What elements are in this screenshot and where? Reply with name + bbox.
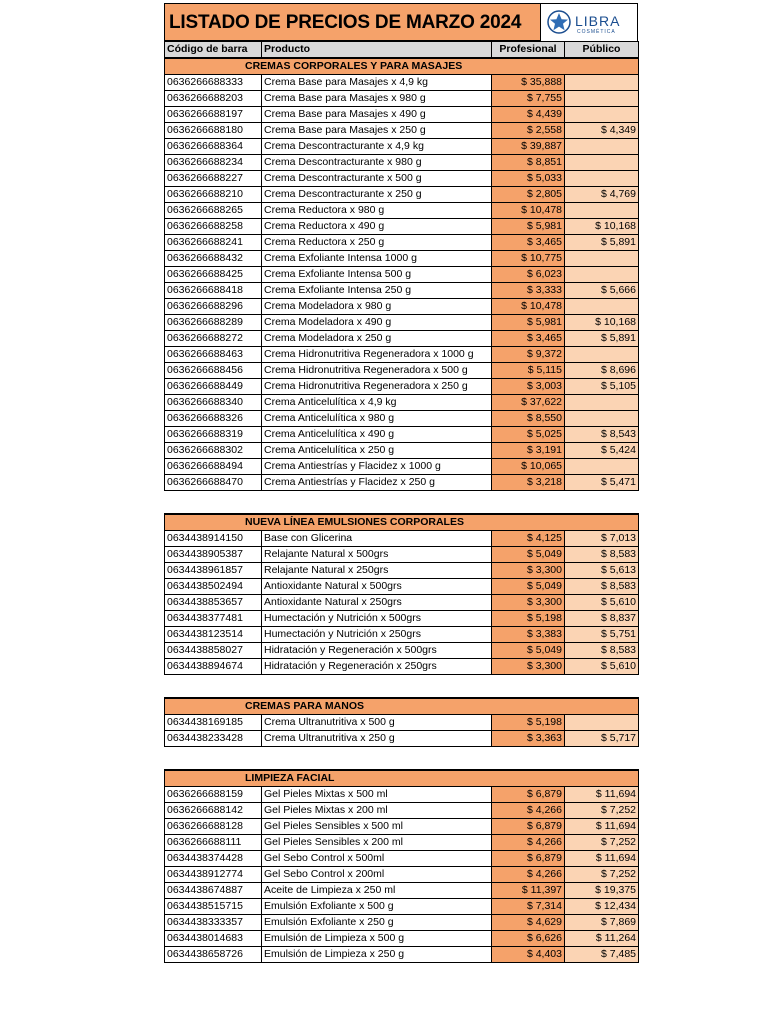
column-header-public: Público — [565, 42, 639, 59]
table-row — [165, 547, 639, 563]
product-cell: Crema Descontracturante x 980 g — [262, 155, 492, 171]
column-header-code: Código de barra — [165, 42, 262, 59]
public-price-cell: $ 5,891 — [565, 331, 639, 347]
table-row — [165, 315, 639, 331]
barcode-cell: 0636266688227 — [165, 171, 262, 187]
product-cell: Crema Base para Masajes x 4,9 kg — [262, 75, 492, 91]
barcode-cell: 0636266688180 — [165, 123, 262, 139]
professional-price-cell: $ 5,981 — [492, 219, 565, 235]
section-gap — [164, 491, 638, 513]
professional-price-cell: $ 10,775 — [492, 251, 565, 267]
table-row — [165, 659, 639, 675]
barcode-cell: 0636266688326 — [165, 411, 262, 427]
table-row — [165, 883, 639, 899]
table-row — [165, 299, 639, 315]
table-row — [165, 411, 639, 427]
price-table — [164, 697, 639, 747]
barcode-cell: 0634438858027 — [165, 643, 262, 659]
barcode-cell: 0636266688296 — [165, 299, 262, 315]
table-row — [165, 75, 639, 91]
public-price-cell: $ 8,583 — [565, 547, 639, 563]
price-tables — [164, 41, 638, 963]
table-row — [165, 643, 639, 659]
barcode-cell: 0636266688418 — [165, 283, 262, 299]
section-title: NUEVA LÍNEA EMULSIONES CORPORALES — [165, 514, 639, 531]
barcode-cell: 0634438905387 — [165, 547, 262, 563]
professional-price-cell: $ 4,266 — [492, 803, 565, 819]
professional-price-cell: $ 7,755 — [492, 91, 565, 107]
professional-price-cell: $ 3,218 — [492, 475, 565, 491]
public-price-cell: $ 11,694 — [565, 787, 639, 803]
product-cell: Antioxidante Natural x 500grs — [262, 579, 492, 595]
public-price-cell: $ 7,252 — [565, 867, 639, 883]
public-price-cell: $ 7,013 — [565, 531, 639, 547]
public-price-cell: $ 5,666 — [565, 283, 639, 299]
barcode-cell: 0634438914150 — [165, 531, 262, 547]
price-list-sheet — [164, 3, 638, 963]
public-price-cell: $ 7,485 — [565, 947, 639, 963]
table-row — [165, 731, 639, 747]
product-cell: Emulsión Exfoliante x 500 g — [262, 899, 492, 915]
table-row — [165, 563, 639, 579]
public-price-cell: $ 8,583 — [565, 643, 639, 659]
barcode-cell: 0636266688203 — [165, 91, 262, 107]
public-price-cell — [565, 715, 639, 731]
barcode-cell: 0636266688364 — [165, 139, 262, 155]
barcode-cell: 0634438377481 — [165, 611, 262, 627]
public-price-cell — [565, 267, 639, 283]
professional-price-cell: $ 6,023 — [492, 267, 565, 283]
professional-price-cell: $ 11,397 — [492, 883, 565, 899]
table-row — [165, 187, 639, 203]
barcode-cell: 0634438502494 — [165, 579, 262, 595]
table-row — [165, 531, 639, 547]
public-price-cell — [565, 107, 639, 123]
table-row — [165, 251, 639, 267]
product-cell: Emulsión Exfoliante x 250 g — [262, 915, 492, 931]
table-row — [165, 203, 639, 219]
table-row — [165, 867, 639, 883]
product-cell: Antioxidante Natural x 250grs — [262, 595, 492, 611]
professional-price-cell: $ 5,049 — [492, 547, 565, 563]
professional-price-cell: $ 5,049 — [492, 579, 565, 595]
price-table — [164, 769, 639, 963]
table-row — [165, 595, 639, 611]
product-cell: Crema Antiestrías y Flacidez x 250 g — [262, 475, 492, 491]
public-price-cell: $ 8,583 — [565, 579, 639, 595]
public-price-cell: $ 19,375 — [565, 883, 639, 899]
public-price-cell: $ 11,694 — [565, 851, 639, 867]
table-row — [165, 947, 639, 963]
star-logo-icon — [547, 10, 571, 34]
table-row — [165, 91, 639, 107]
professional-price-cell: $ 4,266 — [492, 835, 565, 851]
product-cell: Crema Descontracturante x 4,9 kg — [262, 139, 492, 155]
public-price-cell — [565, 139, 639, 155]
product-cell: Gel Pieles Sensibles x 500 ml — [262, 819, 492, 835]
professional-price-cell: $ 4,439 — [492, 107, 565, 123]
professional-price-cell: $ 5,115 — [492, 363, 565, 379]
table-row — [165, 459, 639, 475]
table-row — [165, 787, 639, 803]
table-row — [165, 267, 639, 283]
public-price-cell — [565, 395, 639, 411]
professional-price-cell: $ 5,025 — [492, 427, 565, 443]
product-cell: Crema Anticelulítica x 490 g — [262, 427, 492, 443]
public-price-cell — [565, 171, 639, 187]
barcode-cell: 0636266688289 — [165, 315, 262, 331]
public-price-cell: $ 4,349 — [565, 123, 639, 139]
price-table — [164, 41, 639, 491]
table-row — [165, 851, 639, 867]
professional-price-cell: $ 5,049 — [492, 643, 565, 659]
professional-price-cell: $ 3,333 — [492, 283, 565, 299]
product-cell: Relajante Natural x 250grs — [262, 563, 492, 579]
barcode-cell: 0634438912774 — [165, 867, 262, 883]
product-cell: Crema Anticelulítica x 980 g — [262, 411, 492, 427]
professional-price-cell: $ 3,383 — [492, 627, 565, 643]
public-price-cell: $ 5,105 — [565, 379, 639, 395]
section-header-row — [165, 514, 639, 531]
professional-price-cell: $ 6,879 — [492, 787, 565, 803]
product-cell: Crema Base para Masajes x 980 g — [262, 91, 492, 107]
table-row — [165, 283, 639, 299]
professional-price-cell: $ 3,003 — [492, 379, 565, 395]
barcode-cell: 0634438961857 — [165, 563, 262, 579]
barcode-cell: 0634438374428 — [165, 851, 262, 867]
barcode-cell: 0636266688111 — [165, 835, 262, 851]
table-row — [165, 835, 639, 851]
public-price-cell: $ 5,717 — [565, 731, 639, 747]
table-row — [165, 123, 639, 139]
public-price-cell — [565, 411, 639, 427]
public-price-cell: $ 5,751 — [565, 627, 639, 643]
professional-price-cell: $ 37,622 — [492, 395, 565, 411]
title-row — [164, 3, 638, 41]
product-cell: Crema Modeladora x 490 g — [262, 315, 492, 331]
public-price-cell: $ 5,610 — [565, 595, 639, 611]
professional-price-cell: $ 5,033 — [492, 171, 565, 187]
public-price-cell: $ 7,252 — [565, 803, 639, 819]
professional-price-cell: $ 10,065 — [492, 459, 565, 475]
barcode-cell: 0634438894674 — [165, 659, 262, 675]
section-gap — [164, 675, 638, 697]
product-cell: Emulsión de Limpieza x 250 g — [262, 947, 492, 963]
product-cell: Relajante Natural x 500grs — [262, 547, 492, 563]
page-title: LISTADO DE PRECIOS DE MARZO 2024 — [169, 12, 522, 33]
product-cell: Crema Exfoliante Intensa 250 g — [262, 283, 492, 299]
table-row — [165, 475, 639, 491]
professional-price-cell: $ 8,851 — [492, 155, 565, 171]
public-price-cell — [565, 347, 639, 363]
barcode-cell: 0636266688197 — [165, 107, 262, 123]
product-cell: Crema Hidronutritiva Regeneradora x 500 g — [262, 363, 492, 379]
professional-price-cell: $ 7,314 — [492, 899, 565, 915]
professional-price-cell: $ 3,363 — [492, 731, 565, 747]
public-price-cell: $ 5,610 — [565, 659, 639, 675]
barcode-cell: 0636266688463 — [165, 347, 262, 363]
product-cell: Gel Pieles Sensibles x 200 ml — [262, 835, 492, 851]
barcode-cell: 0634438674887 — [165, 883, 262, 899]
professional-price-cell: $ 4,266 — [492, 867, 565, 883]
barcode-cell: 0634438014683 — [165, 931, 262, 947]
table-row — [165, 715, 639, 731]
product-cell: Crema Anticelulítica x 250 g — [262, 443, 492, 459]
barcode-cell: 0636266688425 — [165, 267, 262, 283]
public-price-cell — [565, 75, 639, 91]
barcode-cell: 0634438233428 — [165, 731, 262, 747]
public-price-cell — [565, 91, 639, 107]
product-cell: Gel Sebo Control x 500ml — [262, 851, 492, 867]
product-cell: Aceite de Limpieza x 250 ml — [262, 883, 492, 899]
barcode-cell: 0636266688340 — [165, 395, 262, 411]
product-cell: Crema Reductora x 490 g — [262, 219, 492, 235]
public-price-cell: $ 5,613 — [565, 563, 639, 579]
public-price-cell: $ 11,264 — [565, 931, 639, 947]
product-cell: Crema Ultranutritiva x 500 g — [262, 715, 492, 731]
barcode-cell: 0636266688272 — [165, 331, 262, 347]
professional-price-cell: $ 3,191 — [492, 443, 565, 459]
barcode-cell: 0634438169185 — [165, 715, 262, 731]
product-cell: Base con Glicerina — [262, 531, 492, 547]
product-cell: Crema Reductora x 250 g — [262, 235, 492, 251]
barcode-cell: 0636266688159 — [165, 787, 262, 803]
professional-price-cell: $ 6,879 — [492, 819, 565, 835]
product-cell: Humectación y Nutrición x 500grs — [262, 611, 492, 627]
public-price-cell: $ 5,891 — [565, 235, 639, 251]
professional-price-cell: $ 10,478 — [492, 203, 565, 219]
table-row — [165, 219, 639, 235]
public-price-cell — [565, 299, 639, 315]
professional-price-cell: $ 4,629 — [492, 915, 565, 931]
public-price-cell: $ 10,168 — [565, 315, 639, 331]
table-row — [165, 107, 639, 123]
professional-price-cell: $ 3,465 — [492, 235, 565, 251]
barcode-cell: 0634438333357 — [165, 915, 262, 931]
barcode-cell: 0634438853657 — [165, 595, 262, 611]
professional-price-cell: $ 3,465 — [492, 331, 565, 347]
table-row — [165, 611, 639, 627]
product-cell: Crema Exfoliante Intensa 500 g — [262, 267, 492, 283]
barcode-cell: 0636266688333 — [165, 75, 262, 91]
professional-price-cell: $ 3,300 — [492, 659, 565, 675]
logo — [540, 4, 637, 41]
table-row — [165, 627, 639, 643]
section-title: LIMPIEZA FACIAL — [165, 770, 639, 787]
product-cell: Crema Exfoliante Intensa 1000 g — [262, 251, 492, 267]
section-title: CREMAS CORPORALES Y PARA MASAJES — [165, 58, 639, 75]
table-row — [165, 395, 639, 411]
barcode-cell: 0636266688432 — [165, 251, 262, 267]
professional-price-cell: $ 3,300 — [492, 595, 565, 611]
public-price-cell: $ 8,837 — [565, 611, 639, 627]
professional-price-cell: $ 6,879 — [492, 851, 565, 867]
public-price-cell: $ 7,869 — [565, 915, 639, 931]
product-cell: Crema Hidronutritiva Regeneradora x 250 g — [262, 379, 492, 395]
professional-price-cell: $ 2,805 — [492, 187, 565, 203]
table-row — [165, 331, 639, 347]
logo-name: LIBRA — [575, 13, 621, 29]
barcode-cell: 0636266688142 — [165, 803, 262, 819]
product-cell: Crema Descontracturante x 250 g — [262, 187, 492, 203]
table-row — [165, 155, 639, 171]
barcode-cell: 0636266688456 — [165, 363, 262, 379]
product-cell: Emulsión de Limpieza x 500 g — [262, 931, 492, 947]
barcode-cell: 0636266688265 — [165, 203, 262, 219]
table-row — [165, 363, 639, 379]
barcode-cell: 0636266688210 — [165, 187, 262, 203]
professional-price-cell: $ 3,300 — [492, 563, 565, 579]
section-title: CREMAS PARA MANOS — [165, 698, 639, 715]
public-price-cell: $ 10,168 — [565, 219, 639, 235]
professional-price-cell: $ 5,198 — [492, 715, 565, 731]
public-price-cell — [565, 459, 639, 475]
product-cell: Crema Modeladora x 250 g — [262, 331, 492, 347]
product-cell: Gel Pieles Mixtas x 200 ml — [262, 803, 492, 819]
table-row — [165, 915, 639, 931]
table-row — [165, 379, 639, 395]
product-cell: Hidratación y Regeneración x 250grs — [262, 659, 492, 675]
professional-price-cell: $ 9,372 — [492, 347, 565, 363]
product-cell: Crema Descontracturante x 500 g — [262, 171, 492, 187]
column-header-professional: Profesional — [492, 42, 565, 59]
product-cell: Crema Modeladora x 980 g — [262, 299, 492, 315]
professional-price-cell: $ 4,125 — [492, 531, 565, 547]
section-header-row — [165, 58, 639, 75]
public-price-cell: $ 8,696 — [565, 363, 639, 379]
professional-price-cell: $ 5,981 — [492, 315, 565, 331]
table-row — [165, 579, 639, 595]
product-cell: Humectación y Nutrición x 250grs — [262, 627, 492, 643]
professional-price-cell: $ 6,626 — [492, 931, 565, 947]
table-row — [165, 171, 639, 187]
logo-subtitle: COSMÉTICA — [577, 29, 616, 35]
barcode-cell: 0634438515715 — [165, 899, 262, 915]
product-cell: Crema Ultranutritiva x 250 g — [262, 731, 492, 747]
barcode-cell: 0636266688258 — [165, 219, 262, 235]
professional-price-cell: $ 35,888 — [492, 75, 565, 91]
table-row — [165, 931, 639, 947]
public-price-cell: $ 4,769 — [565, 187, 639, 203]
table-row — [165, 235, 639, 251]
public-price-cell: $ 11,694 — [565, 819, 639, 835]
professional-price-cell: $ 4,403 — [492, 947, 565, 963]
section-gap — [164, 747, 638, 769]
table-row — [165, 347, 639, 363]
column-header-row — [165, 42, 639, 59]
professional-price-cell: $ 10,478 — [492, 299, 565, 315]
public-price-cell — [565, 251, 639, 267]
public-price-cell: $ 5,471 — [565, 475, 639, 491]
product-cell: Crema Base para Masajes x 250 g — [262, 123, 492, 139]
barcode-cell: 0636266688494 — [165, 459, 262, 475]
table-row — [165, 139, 639, 155]
column-header-product: Producto — [262, 42, 492, 59]
product-cell: Crema Hidronutritiva Regeneradora x 1000 g — [262, 347, 492, 363]
barcode-cell: 0636266688470 — [165, 475, 262, 491]
professional-price-cell: $ 5,198 — [492, 611, 565, 627]
product-cell: Gel Sebo Control x 200ml — [262, 867, 492, 883]
barcode-cell: 0636266688302 — [165, 443, 262, 459]
professional-price-cell: $ 39,887 — [492, 139, 565, 155]
product-cell: Hidratación y Regeneración x 500grs — [262, 643, 492, 659]
barcode-cell: 0634438123514 — [165, 627, 262, 643]
public-price-cell — [565, 203, 639, 219]
table-row — [165, 443, 639, 459]
product-cell: Crema Antiestrías y Flacidez x 1000 g — [262, 459, 492, 475]
table-row — [165, 803, 639, 819]
barcode-cell: 0636266688449 — [165, 379, 262, 395]
barcode-cell: 0636266688319 — [165, 427, 262, 443]
barcode-cell: 0636266688128 — [165, 819, 262, 835]
barcode-cell: 0636266688241 — [165, 235, 262, 251]
public-price-cell: $ 7,252 — [565, 835, 639, 851]
barcode-cell: 0636266688234 — [165, 155, 262, 171]
section-header-row — [165, 698, 639, 715]
table-row — [165, 899, 639, 915]
public-price-cell: $ 12,434 — [565, 899, 639, 915]
professional-price-cell: $ 2,558 — [492, 123, 565, 139]
product-cell: Crema Base para Masajes x 490 g — [262, 107, 492, 123]
barcode-cell: 0634438658726 — [165, 947, 262, 963]
product-cell: Crema Reductora x 980 g — [262, 203, 492, 219]
table-row — [165, 819, 639, 835]
product-cell: Crema Anticelulítica x 4,9 kg — [262, 395, 492, 411]
section-header-row — [165, 770, 639, 787]
public-price-cell: $ 8,543 — [565, 427, 639, 443]
public-price-cell — [565, 155, 639, 171]
product-cell: Gel Pieles Mixtas x 500 ml — [262, 787, 492, 803]
public-price-cell: $ 5,424 — [565, 443, 639, 459]
price-table — [164, 513, 639, 675]
table-row — [165, 427, 639, 443]
professional-price-cell: $ 8,550 — [492, 411, 565, 427]
